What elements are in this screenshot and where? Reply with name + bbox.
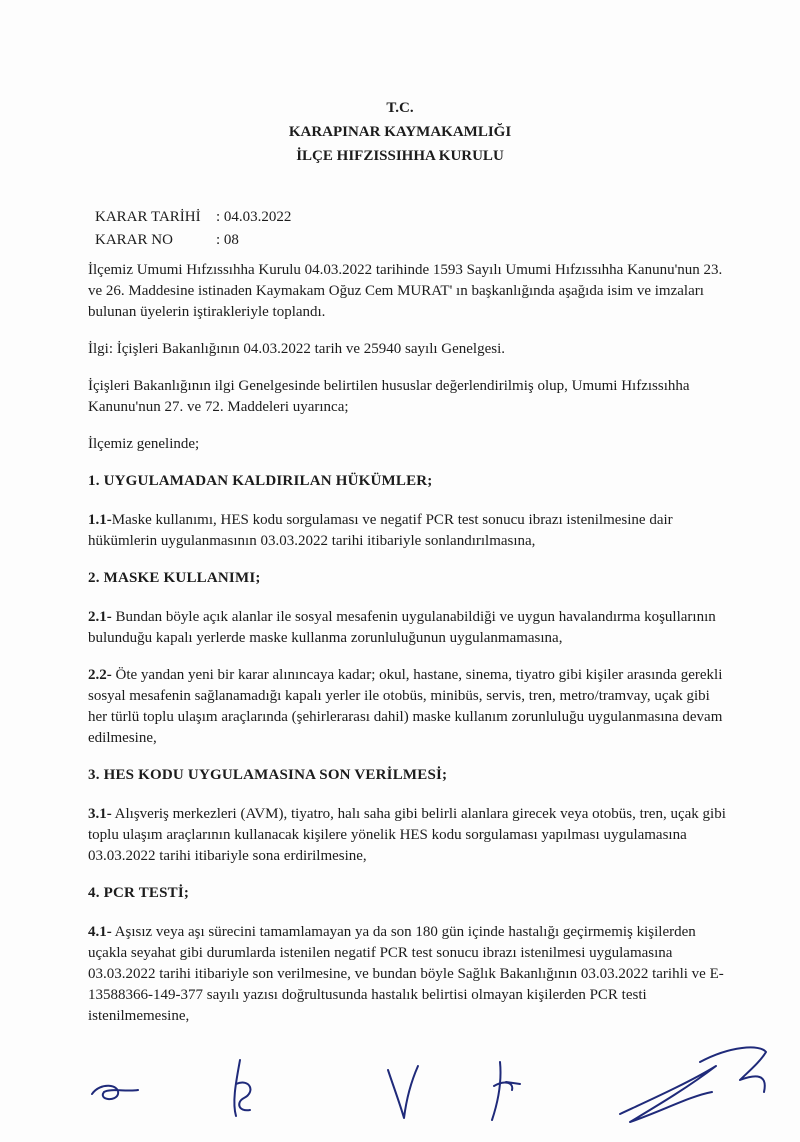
decision-date-row — [95, 206, 291, 229]
intro-paragraph: İlçemiz Umumi Hıfzıssıhha Kurulu 04.03.2022 tarihinde 1593 Sayılı Umumi Hıfzıssıhha Kanunu'nun 23. ve 26. Maddesine istinaden Kaymakam Oğuz Cem MURAT' ın başkanlığında aşağıda isim ve imzaları bulunan üyelerin iştirakleriyle toplandı. — [88, 262, 723, 320]
section-2-title: 2. MASKE KULLANIMI; — [88, 570, 261, 586]
header-kurul: İLÇE HIFZISSIHHA KURULU — [296, 148, 504, 164]
decision-date-value: : 04.03.2022 — [216, 209, 292, 225]
signature-5 — [620, 1047, 766, 1122]
decision-no-value: : 08 — [216, 232, 239, 248]
decision-date-label: KARAR TARİHİ — [95, 209, 201, 225]
item-4-1-text: Aşısız veya aşı sürecini tamamlamayan ya da son 180 gün içinde hastalığı geçirmemiş kişilerden uçakla seyahat gibi durumlarda istenilen negatif PCR test sonucu ibrazı istenilmesi uygulamasına 03.03.2022 tarihi itibariyle son verilmesine, ve bundan böyle Sağlık Bakanlığının 03.03.2022 tarihli ve E-13588366-149-377 sayılı yazısı doğrultusunda hastalık belirtisi olmayan kişilerden PCR testi istenilmemesine, — [88, 924, 724, 1024]
section-3-title: 3. HES KODU UYGULAMASINA SON VERİLMESİ; — [88, 767, 448, 783]
item-2-2-number: 2.2- — [88, 667, 112, 683]
signature-4 — [492, 1062, 520, 1120]
item-3-1 — [88, 804, 728, 867]
signature-3 — [388, 1066, 418, 1118]
decision-no-label: KARAR NO — [95, 232, 173, 248]
header-kaymakamlik: KARAPINAR KAYMAKAMLIĞI — [288, 124, 512, 140]
decision-no-row — [95, 229, 291, 252]
item-2-1 — [88, 607, 728, 649]
section-4-title: 4. PCR TESTİ; — [88, 885, 190, 901]
item-2-1-text: Bundan böyle açık alanlar ile sosyal mesafenin uygulanabildiği ve uygun havalandırma koşullarının bulunduğu kapalı yerlerde maske kullanma zorunluluğunun uygulanmamasına, — [88, 609, 716, 646]
reference-paragraph: İlgi: İçişleri Bakanlığının 04.03.2022 tarih ve 25940 sayılı Genelgesi. — [88, 341, 506, 357]
item-3-1-number: 3.1- — [88, 806, 112, 822]
item-4-1-number: 4.1- — [88, 924, 112, 940]
item-4-1 — [88, 922, 728, 1027]
decision-meta — [95, 206, 291, 252]
scope-paragraph: İlçemiz genelinde; — [88, 436, 200, 452]
basis-paragraph: İçişleri Bakanlığının ilgi Genelgesinde belirtilen hususlar değerlendirilmiş olup, Umumi Hıfzıssıhha Kanunu'nun 27. ve 72. Maddeleri uyarınca; — [88, 378, 690, 415]
item-3-1-text: Alışveriş merkezleri (AVM), tiyatro, halı saha gibi belirli alanlara girecek veya otobüs, tren, uçak gibi toplu ulaşım araçlarının kullanacak kişilere yönelik HES kodu sorgulaması yapılması uygulamasına 03.03.2022 tarihi itibariyle sona erdirilmesine, — [88, 806, 726, 864]
header-tc: T.C. — [386, 100, 414, 116]
item-1-1-text: Maske kullanımı, HES kodu sorgulaması ve negatif PCR test sonucu ibrazı istenilmesine dair hükümlerin uygulanmasının 03.03.2022 tarihi itibariyle sonlandırılmasına, — [88, 512, 673, 549]
document-header — [0, 96, 800, 168]
signature-2 — [234, 1060, 250, 1116]
item-2-1-number: 2.1- — [88, 609, 112, 625]
document-body — [88, 260, 728, 1043]
item-1-1-number: 1.1- — [88, 512, 112, 528]
item-2-2 — [88, 665, 728, 749]
signature-1 — [92, 1086, 138, 1099]
item-1-1 — [88, 510, 728, 552]
signatures — [0, 1022, 800, 1132]
item-2-2-text: Öte yandan yeni bir karar alınıncaya kadar; okul, hastane, sinema, tiyatro gibi kişiler arasında gerekli sosyal mesafenin sağlanamadığı kapalı yerler ile otobüs, minibüs, servis, tren, metro/tramvay, uçak gibi her türlü toplu ulaşım araçlarında (şehirlerarası dahil) maske kullanım zorunluluğu uygulanmasına devam edilmesine, — [88, 667, 723, 746]
section-1-title: 1. UYGULAMADAN KALDIRILAN HÜKÜMLER; — [88, 473, 433, 489]
